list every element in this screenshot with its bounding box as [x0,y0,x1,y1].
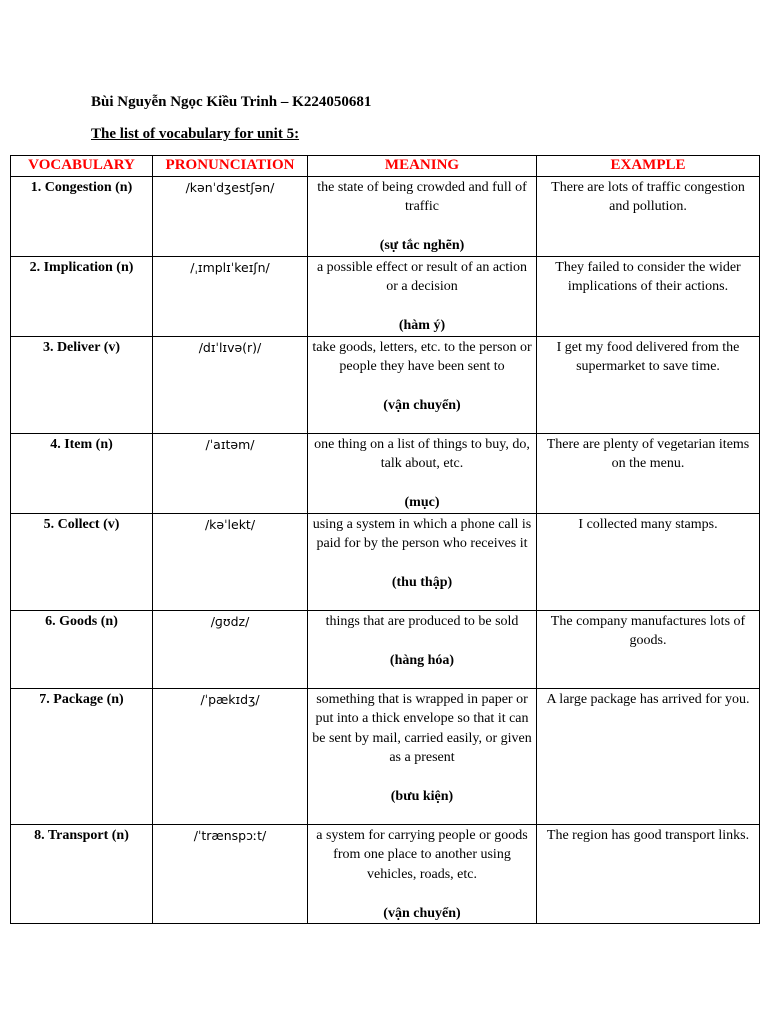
vocab-word: 7. Package (n) [11,688,153,824]
example-sentence: I get my food delivered from the supermarket to save time. [537,336,760,433]
meaning-text: things that are produced to be sold [325,613,519,629]
vietnamese-translation: (mục) [404,495,440,510]
list-title: The list of vocabulary for unit 5: [91,126,300,142]
example-sentence: They failed to consider the wider implications of their actions. [537,256,760,336]
pronunciation: /ˈtrænspɔːt/ [153,824,308,924]
meaning-cell [308,688,537,824]
table-row [11,513,760,610]
vocab-word: 1. Congestion (n) [11,176,153,256]
meaning-text: something that is wrapped in paper or put into a thick envelope so that it can be sent by mail, carried easily, or given as a present [312,691,532,765]
vocab-word: 6. Goods (n) [11,610,153,688]
author-line: Bùi Nguyễn Ngọc Kiều Trinh – K224050681 [91,94,372,110]
vocab-word: 4. Item (n) [11,433,153,513]
table-row [11,176,760,256]
vietnamese-translation: (hàm ý) [398,318,446,333]
vietnamese-translation: (vận chuyển) [383,398,461,413]
pronunciation: /kənˈdʒestʃən/ [153,176,308,256]
vietnamese-translation: (hàng hóa) [389,652,455,668]
example-sentence: There are lots of traffic congestion and pollution. [537,176,760,256]
table-row [11,610,760,688]
pronunciation: /kəˈlekt/ [153,513,308,610]
column-header-example: EXAMPLE [537,156,760,177]
table-row [11,336,760,433]
column-header-vocabulary: VOCABULARY [11,156,153,177]
meaning-cell [308,336,537,433]
vietnamese-translation: (thu thập) [391,575,453,590]
meaning-text: one thing on a list of things to buy, do, talk about, etc. [314,436,530,471]
table-header-row [11,156,760,177]
meaning-text: take goods, letters, etc. to the person or people they have been sent to [312,339,532,374]
meaning-cell [308,176,537,256]
example-sentence: The region has good transport links. [537,824,760,924]
vietnamese-translation: (vận chuyển) [383,905,461,921]
vocab-word: 3. Deliver (v) [11,336,153,433]
table-row [11,824,760,924]
vocab-word: 8. Transport (n) [11,824,153,924]
meaning-cell [308,513,537,610]
vietnamese-translation: (bưu kiện) [390,789,454,804]
meaning-text: using a system in which a phone call is paid for by the person who receives it [312,516,532,551]
example-sentence: I collected many stamps. [537,513,760,610]
meaning-text: a possible effect or result of an action or a decision [316,259,528,294]
example-sentence: There are plenty of vegetarian items on the menu. [537,433,760,513]
column-header-pronunciation: PRONUNCIATION [153,156,308,177]
vocab-word: 5. Collect (v) [11,513,153,610]
meaning-cell [308,433,537,513]
column-header-meaning: MEANING [308,156,537,177]
vocab-word: 2. Implication (n) [11,256,153,336]
pronunciation: /ˈpækɪdʒ/ [153,688,308,824]
meaning-cell [308,824,537,924]
meaning-cell [308,610,537,688]
vietnamese-translation: (sự tắc nghẽn) [379,238,465,253]
table-row [11,688,760,824]
vocabulary-table [10,155,760,924]
table-row [11,256,760,336]
pronunciation: /ɡʊdz/ [153,610,308,688]
table-row [11,433,760,513]
pronunciation: /ˌɪmplɪˈkeɪʃn/ [153,256,308,336]
meaning-text: the state of being crowded and full of traffic [317,179,527,214]
example-sentence: A large package has arrived for you. [537,688,760,824]
pronunciation: /dɪˈlɪvə(r)/ [153,336,308,433]
example-sentence: The company manufactures lots of goods. [537,610,760,688]
pronunciation: /ˈaɪtəm/ [153,433,308,513]
meaning-text: a system for carrying people or goods from one place to another using vehicles, roads, etc. [316,827,528,882]
meaning-cell [308,256,537,336]
